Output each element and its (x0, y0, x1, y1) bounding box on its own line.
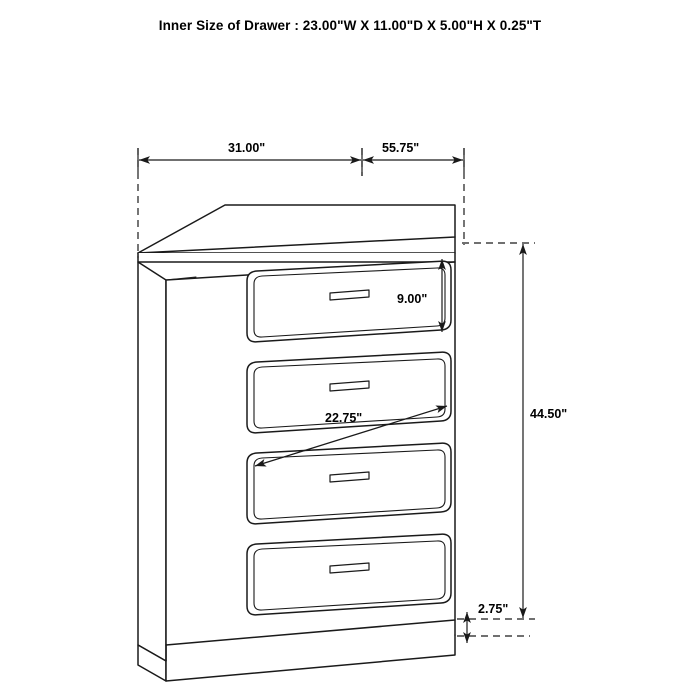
dimension-label-total-height: 44.50" (530, 407, 568, 421)
drawer-3 (247, 443, 451, 524)
drawer-4 (247, 534, 451, 615)
cabinet-top (138, 205, 455, 262)
dimension-label-width-front: 31.00" (228, 141, 266, 155)
cabinet-left-side (138, 262, 166, 661)
dimension-label-drawer-height: 9.00" (397, 292, 428, 306)
dimension-label-drawer-width: 22.75" (325, 411, 363, 425)
dimension-label-depth-side: 55.75" (382, 141, 420, 155)
page-title: Inner Size of Drawer : 23.00"W X 11.00"D X 5.00"H X 0.25"T (158, 18, 542, 33)
dimension-label-base-height: 2.75" (478, 602, 509, 616)
